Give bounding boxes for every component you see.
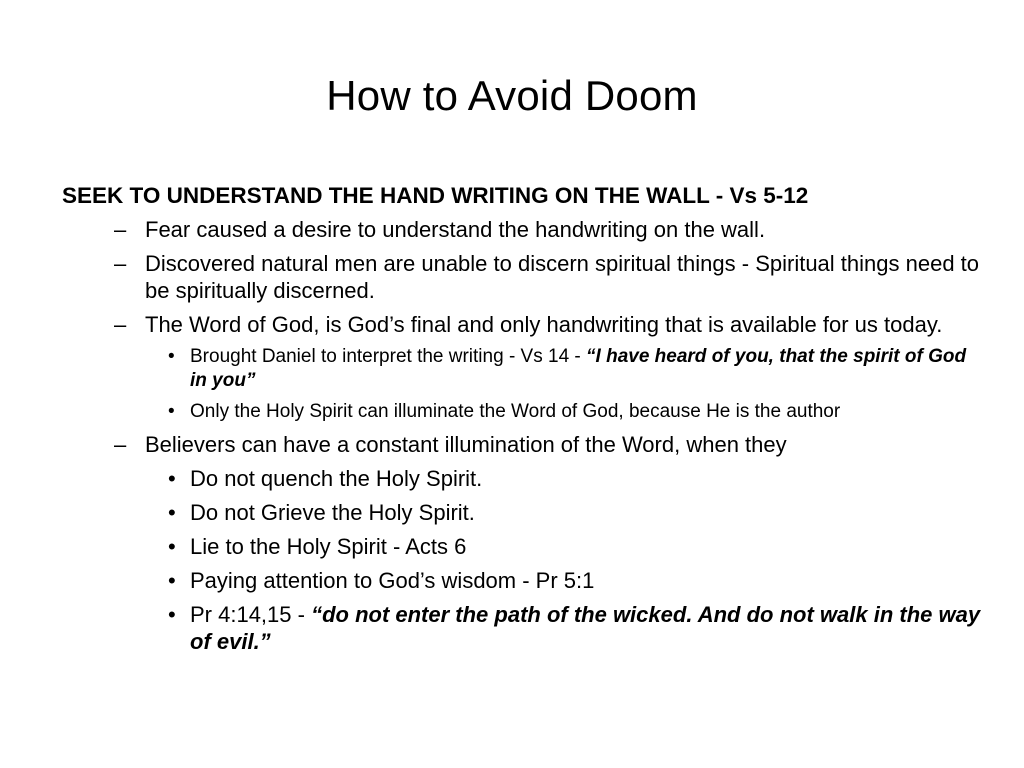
- bullet-marker: •: [168, 568, 176, 593]
- list-item-text: The Word of God, is God’s final and only handwriting that is available for us today.: [145, 312, 943, 337]
- sub-list-item-text: Paying attention to God’s wisdom - Pr 5:1: [190, 568, 595, 593]
- list-item: [62, 311, 982, 338]
- dash-marker: –: [114, 432, 127, 457]
- bullet-marker: •: [168, 500, 176, 525]
- list-item-text: Discovered natural men are unable to discern spiritual things - Spiritual things need to be spiritually discerned.: [145, 251, 980, 303]
- list-item-text: Fear caused a desire to understand the handwriting on the wall.: [145, 217, 766, 242]
- dash-marker: –: [114, 217, 127, 242]
- list-item: [62, 431, 982, 458]
- sub-list-item-text: Brought Daniel to interpret the writing - Vs 14 -: [190, 346, 587, 367]
- slide-title: How to Avoid Doom: [326, 72, 698, 119]
- slide-content: [62, 180, 982, 662]
- dash-marker: –: [114, 312, 127, 337]
- bullet-marker: •: [168, 466, 176, 491]
- list-item: [62, 250, 982, 304]
- sub-list-item: [62, 567, 982, 594]
- sub-list-item-text: Lie to the Holy Spirit - Acts 6: [190, 534, 467, 559]
- section-heading: SEEK TO UNDERSTAND THE HAND WRITING ON THE WALL - Vs 5-12: [62, 183, 809, 208]
- sub-list-item: [62, 400, 982, 424]
- sub-list-item: [62, 345, 982, 393]
- sub-list-item-text: Only the Holy Spirit can illuminate the Word of God, because He is the author: [190, 401, 841, 422]
- sub-list-item: [62, 465, 982, 492]
- sub-list-item: [62, 601, 982, 655]
- sub-list-item-text: Do not Grieve the Holy Spirit.: [190, 500, 475, 525]
- bullet-marker: •: [168, 346, 175, 367]
- bullet-marker: •: [168, 602, 176, 627]
- bullet-marker: •: [168, 401, 175, 422]
- list-item: [62, 216, 982, 243]
- scripture-quote: “do not enter the path of the wicked. And do not walk in the way of evil.”: [190, 602, 981, 654]
- sub-list-item-text: Do not quench the Holy Spirit.: [190, 466, 483, 491]
- scripture-quote: “I have heard of you, that the spirit of God in you”: [190, 346, 967, 391]
- dash-marker: –: [114, 251, 127, 276]
- bullet-marker: •: [168, 534, 176, 559]
- sub-list-item-text: Pr 4:14,15 -: [190, 602, 312, 627]
- sub-list-item: [62, 499, 982, 526]
- sub-list-item: [62, 533, 982, 560]
- list-item-text: Believers can have a constant illumination of the Word, when they: [145, 432, 787, 457]
